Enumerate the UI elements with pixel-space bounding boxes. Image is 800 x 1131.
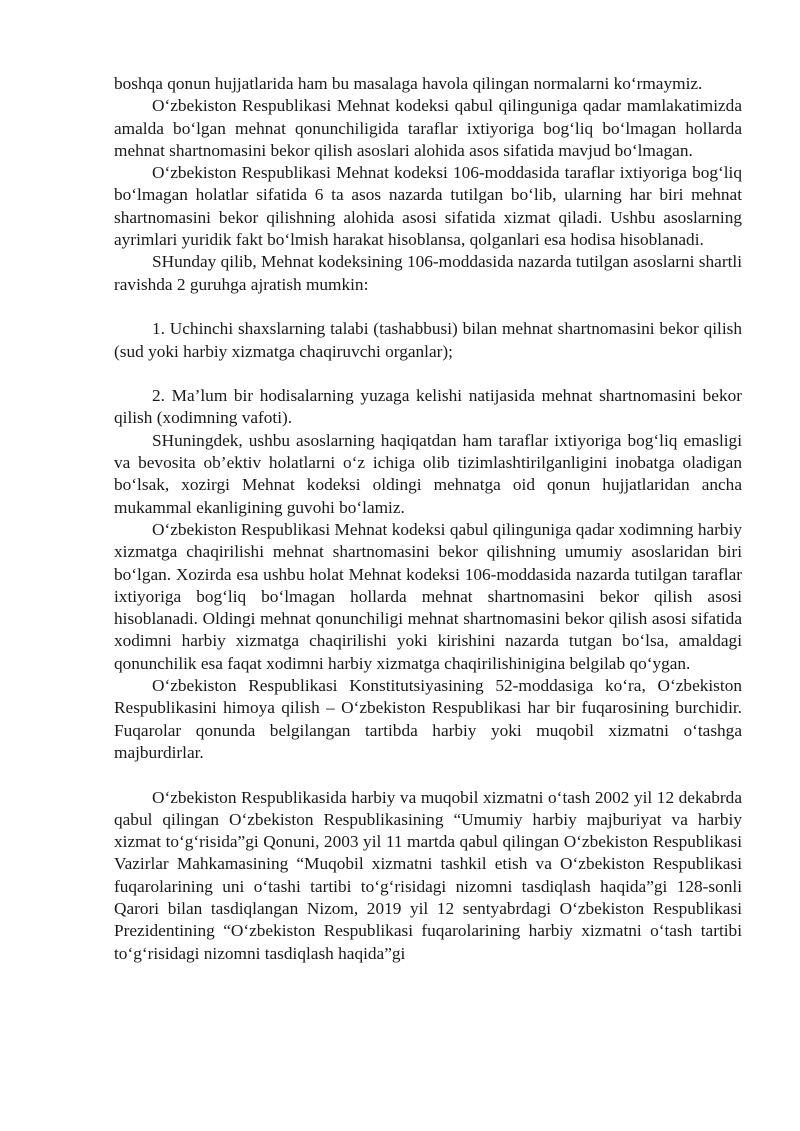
list-item-1: 1. Uchinchi shaxslarning talabi (tashabbusi) bilan mehnat shartnomasini bekor qilish (sud yoki harbiy xizmatga chaqiruvchi organlar);: [114, 319, 742, 361]
document-page: [114, 73, 742, 965]
paragraph-improvement: SHuningdek, ushbu asoslarning haqiqatdan ham taraflar ixtiyoriga bog‘liq emasligi va bevosita ob’ektiv holatlarni o‘z ichiga olib tizimlashtirilganligini inobatga oladigan bo‘lsak, xozirgi Mehnat kodeksi oldingi mehnatga oid qonun hujjatlaridan ancha mukammal ekanligining guvohi bo‘lamiz.: [114, 430, 742, 517]
paragraph-constitution: O‘zbekiston Respublikasi Konstitutsiyasining 52-moddasiga ko‘ra, O‘zbekiston Respublikasini himoya qilish – O‘zbekiston Respublikasi har bir fuqarosining burchidir. Fuqarolar qonunda belgilangan tartibda harbiy yoki muqobil xizmatni o‘tashga majburdirlar.: [114, 676, 742, 762]
paragraph-labor-code-before: O‘zbekiston Respublikasi Mehnat kodeksi qabul qilinguniga qadar mamlakatimizda amalda bo‘lgan mehnat qonunchiligida taraflar ixtiyoriga bog‘liq bo‘lmagan hollarda mehnat shartnomasini bekor qilish asoslari alohida asos sifatida mavjud bo‘lmagan.: [114, 96, 742, 160]
paragraph-article-106: O‘zbekiston Respublikasi Mehnat kodeksi 106-moddasida taraflar ixtiyoriga bog‘liq bo‘lmagan holatlar sifatida 6 ta asos nazarda tutilgan bo‘lib, ularning har biri mehnat shartnomasini bekor qilishning alohida asosi sifatida xizmat qiladi. Ushbu asoslarning ayrimlari yuridik fakt bo‘lmish harakat hisoblansa, qolganlari esa hodisa hisoblanadi.: [114, 163, 742, 250]
list-item-2: 2. Ma’lum bir hodisalarning yuzaga kelishi natijasida mehnat shartnomasini bekor qilish (xodimning vafoti).: [114, 386, 742, 428]
paragraph-continuation: boshqa qonun hujjatlarida ham bu masalaga havola qilingan normalarni ko‘rmaymiz.: [114, 74, 703, 93]
paragraph-military-service: O‘zbekiston Respublikasi Mehnat kodeksi qabul qilinguniga qadar xodimning harbiy xizmatga chaqirilishi mehnat shartnomasini bekor qilishning umumiy asoslaridan biri bo‘lgan. Xozirda esa ushbu holat Mehnat kodeksi 106-moddasida nazarda tutilgan taraflar ixtiyoriga bog‘liq bo‘lmagan hollarda mehnat shartnomasini bekor qilish asosi hisoblanadi. Oldingi mehnat qonunchiligi mehnat shartnomasini bekor qilish asosi sifatida xodimni harbiy xizmatga chaqirilishi yoki kirishini nazarda tutgan bo‘lsa, amaldagi qonunchilik esa faqat xodimni harbiy xizmatga chaqirilishinigina belgilab qo‘ygan.: [114, 519, 742, 673]
paragraph-two-groups: SHunday qilib, Mehnat kodeksining 106-moddasida nazarda tutilgan asoslarni shartli ravishda 2 guruhga ajratish mumkin:: [114, 252, 742, 294]
paragraph-legislation: O‘zbekiston Respublikasida harbiy va muqobil xizmatni o‘tash 2002 yil 12 dekabrda qabul qilingan O‘zbekiston Respublikasining “Umumiy harbiy majburiyat va harbiy xizmat to‘g‘risida”gi Qonuni, 2003 yil 11 martda qabul qilingan O‘zbekiston Respublikasi Vazirlar Mahkamasining “Muqobil xizmatni tashkil etish va O‘zbekiston Respublikasi fuqarolarining uni o‘tashi tartibi to‘g‘risidagi nizomni tasdiqlash haqida”gi 128-sonli Qarori bilan tasdiqlangan Nizom, 2019 yil 12 sentyabrdagi O‘zbekiston Respublikasi Prezidentining “O‘zbekiston Respublikasi fuqarolarining harbiy xizmatni o‘tash tartibi to‘g‘risidagi nizomni tasdiqlash haqida”gi: [114, 787, 742, 963]
